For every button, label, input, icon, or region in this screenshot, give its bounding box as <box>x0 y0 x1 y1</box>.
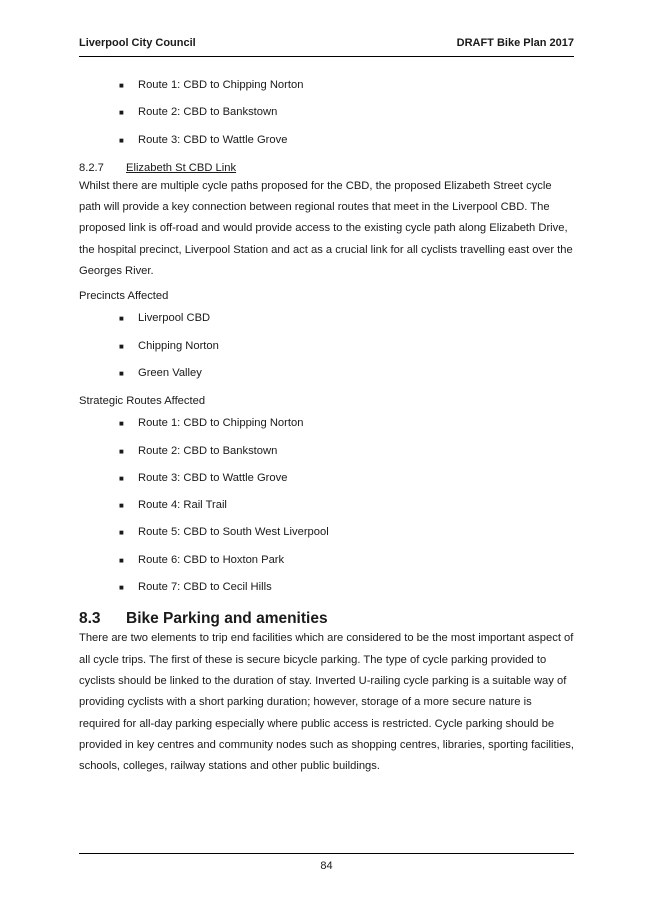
strategic-route-list <box>79 410 574 601</box>
list-item: ■ Route 1: CBD to Chipping Norton <box>79 410 574 437</box>
precincts-label: Precincts Affected <box>79 290 169 303</box>
header-document-title: DRAFT Bike Plan 2017 <box>456 37 574 49</box>
routes-label: Strategic Routes Affected <box>79 395 206 408</box>
bullet-icon: ■ <box>119 314 124 324</box>
page-content <box>79 72 574 777</box>
precinct-list <box>79 305 574 387</box>
bullet-icon: ■ <box>119 555 124 565</box>
list-item: ■ Route 6: CBD to Hoxton Park <box>79 547 574 574</box>
list-item: ■ Green Valley <box>79 360 574 387</box>
list-item: ■ Chipping Norton <box>79 333 574 360</box>
bullet-icon: ■ <box>119 583 124 593</box>
bullet-icon: ■ <box>119 419 124 429</box>
list-item: ■ Route 3: CBD to Wattle Grove <box>79 465 574 492</box>
bullet-icon: ■ <box>119 81 124 90</box>
route-list-top <box>79 72 574 154</box>
header-organisation: Liverpool City Council <box>79 37 196 49</box>
section-number: 8.2.7 <box>79 161 104 174</box>
section-827-body: Whilst there are multiple cycle paths proposed for the CBD, the proposed Elizabeth Street cycle path will provide a key connection between regional routes that meet in the Liverpool CBD. The proposed link is off-road and would provide access to the existing cycle path along Elizabeth Drive, the hospital precinct, Liverpool Station and act as a crucial link for all cyclists travelling east over the Georges River. <box>79 179 573 278</box>
bullet-icon: ■ <box>119 446 124 456</box>
page-number: 84 <box>320 860 333 872</box>
bullet-icon: ■ <box>119 341 124 351</box>
section-number: 8.3 <box>79 610 101 628</box>
bullet-icon: ■ <box>119 368 124 378</box>
list-item: ■ Route 5: CBD to South West Liverpool <box>79 519 574 546</box>
section-83-body: There are two elements to trip end facilities which are considered to be the most important aspect of all cycle trips. The first of these is secure bicycle parking. The type of cycle parking provided to cyclists should be linked to the duration of stay. Inverted U-railing cycle parking is a suitable way of providing cyclists with a short parking duration; however, storage of a more secure nature is required for all-day parking especially where public access is restricted. Cycle parking should be provided in key centres and community nodes such as shopping centres, libraries, sporting facilities, schools, colleges, railway stations and other public buildings. <box>79 632 574 773</box>
list-item: ■ Route 2: CBD to Bankstown <box>79 99 574 126</box>
bullet-icon: ■ <box>119 135 124 145</box>
list-item: ■ Route 4: Rail Trail <box>79 492 574 519</box>
bullet-icon: ■ <box>119 473 124 483</box>
page-header <box>79 37 574 57</box>
list-item: ■ Route 3: CBD to Wattle Grove <box>79 127 574 154</box>
list-item: ■ Route 2: CBD to Bankstown <box>79 438 574 465</box>
bullet-icon: ■ <box>119 528 124 538</box>
section-heading-83 <box>79 610 574 628</box>
bullet-icon: ■ <box>119 108 124 118</box>
section-title: Elizabeth St CBD Link <box>126 161 237 174</box>
list-item: ■ Route 1: CBD to Chipping Norton <box>79 72 574 99</box>
bullet-icon: ■ <box>119 501 124 511</box>
section-heading-827 <box>79 160 574 176</box>
list-item: ■ Route 7: CBD to Cecil Hills <box>79 574 574 601</box>
footer-divider <box>79 853 574 854</box>
section-title: Bike Parking and amenities <box>126 610 328 628</box>
list-item: ■ Liverpool CBD <box>79 305 574 332</box>
